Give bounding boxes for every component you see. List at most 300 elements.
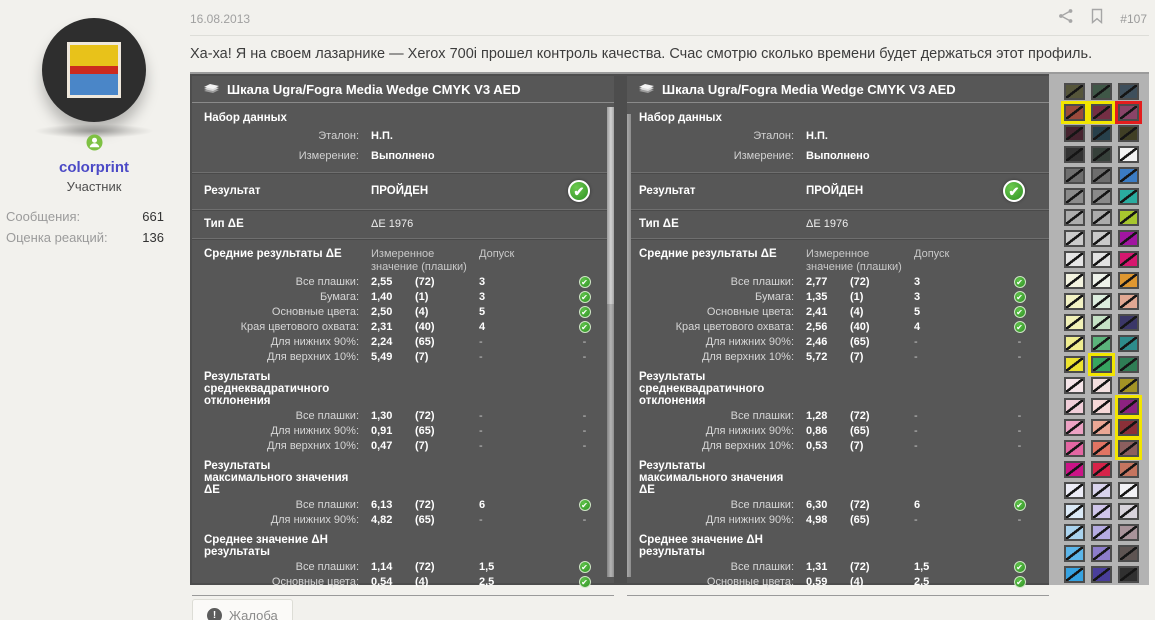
- patch-diagonal-mark: [1093, 127, 1110, 140]
- pass-cell: [1002, 425, 1037, 437]
- no-tolerance-dash: -: [582, 439, 587, 452]
- color-patch[interactable]: [1091, 356, 1112, 373]
- patch-diagonal-mark: [1120, 337, 1137, 350]
- panel-title-bar: [192, 76, 614, 103]
- measured-value: 2,55: [371, 275, 393, 288]
- patch-diagonal-mark: [1093, 274, 1110, 287]
- result-data-row: [627, 559, 1049, 574]
- color-patch[interactable]: [1091, 524, 1112, 541]
- pass-check-icon: ✔: [1014, 321, 1026, 333]
- pass-cell: [1002, 276, 1037, 288]
- measured-value: 0,59: [806, 575, 828, 588]
- color-patch[interactable]: [1091, 461, 1112, 478]
- no-tolerance-dash: -: [582, 350, 587, 363]
- patch-diagonal-mark: [1093, 526, 1110, 539]
- measured-value: 2,50: [371, 305, 393, 318]
- measured-value: 0,91: [371, 424, 393, 437]
- result-data-row: [192, 319, 614, 334]
- result-data-row: [192, 512, 614, 527]
- panel-bottom-line: [192, 595, 614, 596]
- no-tolerance-dash: -: [582, 335, 587, 348]
- pass-check-icon: ✔: [1014, 306, 1026, 318]
- patch-diagonal-mark: [1066, 127, 1083, 140]
- field-value: Н.П.: [806, 130, 828, 142]
- patch-diagonal-mark: [1066, 547, 1083, 560]
- stat-label: Оценка реакций:: [6, 230, 108, 245]
- result-data-row: [627, 423, 1049, 438]
- column-header-measured: Измеренное значение (плашки): [806, 248, 902, 273]
- delta-e-type-label: Тип ΔЕ: [204, 218, 244, 230]
- patch-diagonal-mark: [1066, 484, 1083, 497]
- result-row: [192, 173, 614, 209]
- patch-count: (4): [850, 575, 864, 588]
- patch-diagonal-mark: [1066, 358, 1083, 371]
- dataset-field-row: [192, 126, 614, 146]
- field-value: Н.П.: [371, 130, 393, 142]
- patch-count: (1): [415, 290, 429, 303]
- field-label: Эталон:: [753, 130, 794, 142]
- patch-count: (65): [850, 424, 870, 437]
- result-data-row: [627, 319, 1049, 334]
- measured-value: 5,49: [371, 350, 393, 363]
- color-patch[interactable]: [1064, 251, 1085, 268]
- post-actions: [1058, 8, 1147, 29]
- patch-diagonal-mark: [1066, 568, 1083, 581]
- result-label: Результат: [639, 185, 696, 197]
- online-status-icon: [86, 134, 103, 156]
- color-patch[interactable]: [1091, 125, 1112, 142]
- row-label: Все плашки:: [295, 560, 359, 573]
- patch-diagonal-mark: [1093, 442, 1110, 455]
- section-heading: Средние результаты ΔЕ: [204, 248, 342, 260]
- row-label: Бумага:: [755, 290, 794, 303]
- patch-diagonal-mark: [1066, 106, 1083, 119]
- pass-check-icon: ✔: [579, 561, 591, 573]
- tolerance-value: 3: [914, 290, 921, 303]
- post-header: [190, 0, 1149, 35]
- panel-title-text: Шкала Ugra/Fogra Media Wedge CMYK V3 AED: [227, 81, 521, 97]
- pass-check-icon: ✔: [579, 499, 591, 511]
- row-label: Все плашки:: [295, 498, 359, 511]
- color-patch[interactable]: [1118, 419, 1139, 436]
- no-tolerance-dash: -: [1017, 439, 1022, 452]
- section-heading-row: [627, 527, 1049, 559]
- patch-count: (72): [415, 275, 435, 288]
- color-patch[interactable]: [1064, 398, 1085, 415]
- color-patch[interactable]: [1091, 167, 1112, 184]
- tolerance-value: 1,5: [479, 560, 495, 573]
- result-data-row: [192, 289, 614, 304]
- user-card: [9, 18, 179, 194]
- patch-diagonal-mark: [1066, 190, 1083, 203]
- measured-value: 2,24: [371, 335, 393, 348]
- row-label: Для нижних 90%:: [705, 513, 794, 526]
- color-patch[interactable]: [1064, 293, 1085, 310]
- pass-cell: [1002, 321, 1037, 333]
- patch-diagonal-mark: [1093, 253, 1110, 266]
- result-data-row: [192, 423, 614, 438]
- color-patch-strip: [1049, 74, 1149, 585]
- no-tolerance-dash: -: [582, 424, 587, 437]
- avatar[interactable]: [42, 18, 146, 122]
- patch-count: (7): [415, 350, 429, 363]
- color-patch[interactable]: [1091, 188, 1112, 205]
- result-pass-icon: ✔: [568, 180, 590, 202]
- color-patch[interactable]: [1118, 83, 1139, 100]
- color-patch[interactable]: [1064, 146, 1085, 163]
- tolerance-value: -: [479, 409, 483, 422]
- color-patch[interactable]: [1064, 209, 1085, 226]
- color-patch[interactable]: [1118, 545, 1139, 562]
- color-patch[interactable]: [1064, 188, 1085, 205]
- color-patch[interactable]: [1064, 461, 1085, 478]
- media-wedge-icon: [204, 82, 220, 97]
- patch-diagonal-mark: [1093, 400, 1110, 413]
- delta-e-type-value: ΔЕ 1976: [371, 218, 414, 230]
- patch-diagonal-mark: [1120, 400, 1137, 413]
- no-tolerance-dash: -: [1017, 424, 1022, 437]
- color-patch[interactable]: [1118, 293, 1139, 310]
- color-patch[interactable]: [1064, 545, 1085, 562]
- result-data-row: [627, 274, 1049, 289]
- color-patch[interactable]: [1118, 482, 1139, 499]
- color-patch[interactable]: [1091, 482, 1112, 499]
- row-label: Бумага:: [320, 290, 359, 303]
- color-patch[interactable]: [1064, 482, 1085, 499]
- color-patch[interactable]: [1064, 566, 1085, 583]
- result-data-row: [627, 497, 1049, 512]
- color-patch[interactable]: [1118, 356, 1139, 373]
- patch-diagonal-mark: [1066, 442, 1083, 455]
- column-header-tolerance: Допуск: [914, 248, 950, 260]
- color-patch[interactable]: [1118, 461, 1139, 478]
- no-tolerance-dash: -: [1017, 513, 1022, 526]
- section-heading-row: [192, 241, 614, 274]
- patch-diagonal-mark: [1066, 421, 1083, 434]
- color-patch[interactable]: [1118, 398, 1139, 415]
- patch-diagonal-mark: [1066, 232, 1083, 245]
- color-patch[interactable]: [1064, 356, 1085, 373]
- results-table: [192, 239, 614, 596]
- color-patch[interactable]: [1064, 524, 1085, 541]
- color-patch[interactable]: [1064, 167, 1085, 184]
- tolerance-value: 2,5: [479, 575, 495, 588]
- result-data-row: [192, 438, 614, 453]
- field-label: Эталон:: [318, 130, 359, 142]
- color-patch[interactable]: [1091, 104, 1112, 121]
- pass-cell: [1002, 499, 1037, 511]
- section-heading-row: [192, 453, 614, 497]
- report-button[interactable]: [192, 599, 293, 620]
- measured-value: 0,86: [806, 424, 828, 437]
- tolerance-value: 3: [479, 290, 486, 303]
- results-table: [627, 239, 1049, 596]
- report-label: Жалоба: [229, 608, 278, 620]
- color-patch[interactable]: [1091, 566, 1112, 583]
- section-heading: Результаты среднеквадратичного отклонения: [639, 371, 765, 408]
- patch-count: (72): [415, 498, 435, 511]
- pass-cell: [567, 336, 602, 348]
- field-label: Измерение:: [733, 150, 794, 162]
- result-data-row: [192, 559, 614, 574]
- tolerance-value: -: [914, 424, 918, 437]
- patch-diagonal-mark: [1093, 190, 1110, 203]
- color-patch[interactable]: [1064, 335, 1085, 352]
- section-heading: Результаты максимального значения ΔЕ: [204, 460, 349, 497]
- patch-diagonal-mark: [1066, 400, 1083, 413]
- share-icon[interactable]: [1058, 8, 1074, 29]
- media-wedge-icon: [639, 82, 655, 97]
- color-patch[interactable]: [1118, 209, 1139, 226]
- tolerance-value: -: [479, 350, 483, 363]
- patch-count: (4): [850, 305, 864, 318]
- measured-value: 0,54: [371, 575, 393, 588]
- row-label: Для верхних 10%:: [701, 350, 794, 363]
- color-patch[interactable]: [1064, 125, 1085, 142]
- patch-count: (40): [415, 320, 435, 333]
- patch-diagonal-mark: [1120, 568, 1137, 581]
- patch-diagonal-mark: [1120, 421, 1137, 434]
- patch-diagonal-mark: [1093, 106, 1110, 119]
- color-patch[interactable]: [1118, 167, 1139, 184]
- color-patch[interactable]: [1064, 419, 1085, 436]
- row-label: Все плашки:: [730, 409, 794, 422]
- column-header-tolerance: Допуск: [479, 248, 515, 260]
- pass-check-icon: ✔: [579, 291, 591, 303]
- patch-diagonal-mark: [1093, 505, 1110, 518]
- patch-count: (72): [850, 498, 870, 511]
- color-patch[interactable]: [1118, 440, 1139, 457]
- color-patch[interactable]: [1064, 83, 1085, 100]
- result-status: ПРОЙДЕН: [371, 185, 429, 197]
- panels: [190, 74, 1049, 588]
- patch-diagonal-mark: [1120, 253, 1137, 266]
- patch-diagonal-mark: [1066, 295, 1083, 308]
- no-tolerance-dash: -: [1017, 335, 1022, 348]
- patch-diagonal-mark: [1120, 484, 1137, 497]
- section-heading-row: [192, 364, 614, 408]
- patch-diagonal-mark: [1093, 211, 1110, 224]
- patch-diagonal-mark: [1066, 85, 1083, 98]
- patch-diagonal-mark: [1120, 442, 1137, 455]
- patch-count: (7): [415, 439, 429, 452]
- delta-e-type-row: [627, 210, 1049, 238]
- dataset-field-row: [627, 126, 1049, 146]
- color-patch[interactable]: [1091, 419, 1112, 436]
- measured-value: 1,30: [371, 409, 393, 422]
- no-tolerance-dash: -: [582, 409, 587, 422]
- patch-diagonal-mark: [1066, 211, 1083, 224]
- measured-value: 1,40: [371, 290, 393, 303]
- color-patch[interactable]: [1091, 335, 1112, 352]
- row-label: Основные цвета:: [706, 305, 794, 318]
- row-label: Края цветового охвата:: [240, 320, 359, 333]
- measured-value: 1,28: [806, 409, 828, 422]
- color-patch[interactable]: [1118, 251, 1139, 268]
- pass-cell: [567, 561, 602, 573]
- color-patch[interactable]: [1064, 377, 1085, 394]
- avatar-artwork: [67, 42, 121, 98]
- row-label: Основные цвета:: [271, 575, 359, 588]
- color-patch[interactable]: [1091, 293, 1112, 310]
- color-patch[interactable]: [1091, 230, 1112, 247]
- pass-cell: [567, 306, 602, 318]
- color-patch[interactable]: [1091, 272, 1112, 289]
- field-value: Выполнено: [371, 150, 435, 162]
- color-patch[interactable]: [1091, 545, 1112, 562]
- patch-diagonal-mark: [1120, 211, 1137, 224]
- row-label: Для верхних 10%:: [701, 439, 794, 452]
- post-main: [188, 0, 1155, 620]
- color-patch[interactable]: [1064, 314, 1085, 331]
- color-patch[interactable]: [1118, 524, 1139, 541]
- pass-cell: [567, 514, 602, 526]
- patch-diagonal-mark: [1066, 379, 1083, 392]
- measured-value: 0,53: [806, 439, 828, 452]
- post-date[interactable]: 16.08.2013: [190, 11, 251, 26]
- vertical-scrollbar[interactable]: [607, 107, 614, 577]
- patch-diagonal-mark: [1093, 148, 1110, 161]
- row-label: Основные цвета:: [706, 575, 794, 588]
- patch-count: (72): [850, 560, 870, 573]
- patch-diagonal-mark: [1066, 526, 1083, 539]
- color-patch[interactable]: [1064, 503, 1085, 520]
- patch-diagonal-mark: [1120, 232, 1137, 245]
- result-data-row: [192, 574, 614, 589]
- patch-diagonal-mark: [1066, 463, 1083, 476]
- color-patch[interactable]: [1064, 230, 1085, 247]
- patch-diagonal-mark: [1093, 421, 1110, 434]
- no-tolerance-dash: -: [1017, 409, 1022, 422]
- patch-diagonal-mark: [1120, 547, 1137, 560]
- color-patch[interactable]: [1091, 503, 1112, 520]
- patch-diagonal-mark: [1093, 358, 1110, 371]
- color-patch[interactable]: [1064, 104, 1085, 121]
- color-patch[interactable]: [1118, 230, 1139, 247]
- section-heading: Результаты максимального значения ΔЕ: [639, 460, 784, 497]
- tolerance-value: -: [479, 424, 483, 437]
- pass-check-icon: ✔: [579, 276, 591, 288]
- color-patch[interactable]: [1091, 377, 1112, 394]
- section-heading-row: [627, 364, 1049, 408]
- panel-bottom-line: [627, 595, 1049, 596]
- column-header-measured: Измеренное значение (плашки): [371, 248, 467, 273]
- color-patch[interactable]: [1118, 104, 1139, 121]
- color-patch[interactable]: [1118, 314, 1139, 331]
- post-number[interactable]: #107: [1120, 11, 1147, 26]
- bookmark-icon[interactable]: [1090, 8, 1104, 29]
- section-heading-row: [627, 453, 1049, 497]
- result-data-row: [627, 408, 1049, 423]
- patch-diagonal-mark: [1093, 295, 1110, 308]
- section-heading: Средние результаты ΔЕ: [639, 248, 777, 260]
- color-patch[interactable]: [1091, 209, 1112, 226]
- patch-diagonal-mark: [1093, 568, 1110, 581]
- color-patch[interactable]: [1118, 125, 1139, 142]
- measured-value: 0,47: [371, 439, 393, 452]
- user-sidebar: [0, 0, 188, 620]
- tolerance-value: 1,5: [914, 560, 930, 573]
- row-label: Для нижних 90%:: [270, 513, 359, 526]
- patch-diagonal-mark: [1066, 253, 1083, 266]
- panel-title-text: Шкала Ugra/Fogra Media Wedge CMYK V3 AED: [662, 81, 956, 97]
- color-patch[interactable]: [1091, 440, 1112, 457]
- patch-diagonal-mark: [1120, 295, 1137, 308]
- result-data-row: [192, 274, 614, 289]
- pass-cell: [1002, 514, 1037, 526]
- tolerance-value: -: [914, 350, 918, 363]
- color-patch[interactable]: [1064, 272, 1085, 289]
- vertical-scrollbar[interactable]: [627, 114, 631, 577]
- row-label: Все плашки:: [295, 275, 359, 288]
- patch-count: (65): [415, 424, 435, 437]
- row-label: Для нижних 90%:: [270, 424, 359, 437]
- result-data-row: [192, 497, 614, 512]
- patch-diagonal-mark: [1093, 547, 1110, 560]
- color-patch[interactable]: [1118, 566, 1139, 583]
- scrollbar-thumb[interactable]: [607, 107, 614, 304]
- username-link[interactable]: colorprint: [59, 159, 129, 176]
- pass-check-icon: ✔: [579, 321, 591, 333]
- color-patch[interactable]: [1091, 314, 1112, 331]
- row-label: Края цветового охвата:: [675, 320, 794, 333]
- color-patch[interactable]: [1091, 146, 1112, 163]
- pass-check-icon: ✔: [1014, 561, 1026, 573]
- patch-diagonal-mark: [1120, 127, 1137, 140]
- tolerance-value: 6: [479, 498, 486, 511]
- panel-gap: [614, 74, 627, 585]
- color-patch[interactable]: [1091, 83, 1112, 100]
- pass-check-icon: ✔: [1014, 276, 1026, 288]
- color-patch[interactable]: [1091, 398, 1112, 415]
- result-row: [627, 173, 1049, 209]
- color-patch[interactable]: [1118, 146, 1139, 163]
- patch-diagonal-mark: [1120, 106, 1137, 119]
- measured-value: 2,46: [806, 335, 828, 348]
- patch-diagonal-mark: [1120, 526, 1137, 539]
- stat-row-messages: [6, 206, 180, 227]
- patch-diagonal-mark: [1066, 337, 1083, 350]
- pass-cell: [1002, 306, 1037, 318]
- color-patch[interactable]: [1118, 335, 1139, 352]
- patch-diagonal-mark: [1120, 148, 1137, 161]
- measured-value: 1,31: [806, 560, 828, 573]
- color-patch[interactable]: [1118, 272, 1139, 289]
- pass-check-icon: ✔: [579, 576, 591, 588]
- color-patch[interactable]: [1118, 503, 1139, 520]
- color-patch[interactable]: [1064, 440, 1085, 457]
- patch-count: (72): [415, 409, 435, 422]
- color-patch[interactable]: [1118, 188, 1139, 205]
- row-label: Для нижних 90%:: [705, 335, 794, 348]
- user-stats: [6, 206, 180, 248]
- user-role: Участник: [66, 179, 122, 194]
- patch-diagonal-mark: [1120, 505, 1137, 518]
- result-data-row: [192, 334, 614, 349]
- tolerance-value: 3: [479, 275, 486, 288]
- tolerance-value: 5: [914, 305, 921, 318]
- patch-diagonal-mark: [1120, 379, 1137, 392]
- pass-cell: [1002, 291, 1037, 303]
- section-heading-row: [192, 527, 614, 559]
- tolerance-value: 3: [914, 275, 921, 288]
- measured-value: 4,98: [806, 513, 828, 526]
- color-patch[interactable]: [1091, 251, 1112, 268]
- patch-count: (72): [850, 275, 870, 288]
- dataset-field-row: [627, 146, 1049, 166]
- pass-cell: [567, 410, 602, 422]
- color-patch[interactable]: [1118, 377, 1139, 394]
